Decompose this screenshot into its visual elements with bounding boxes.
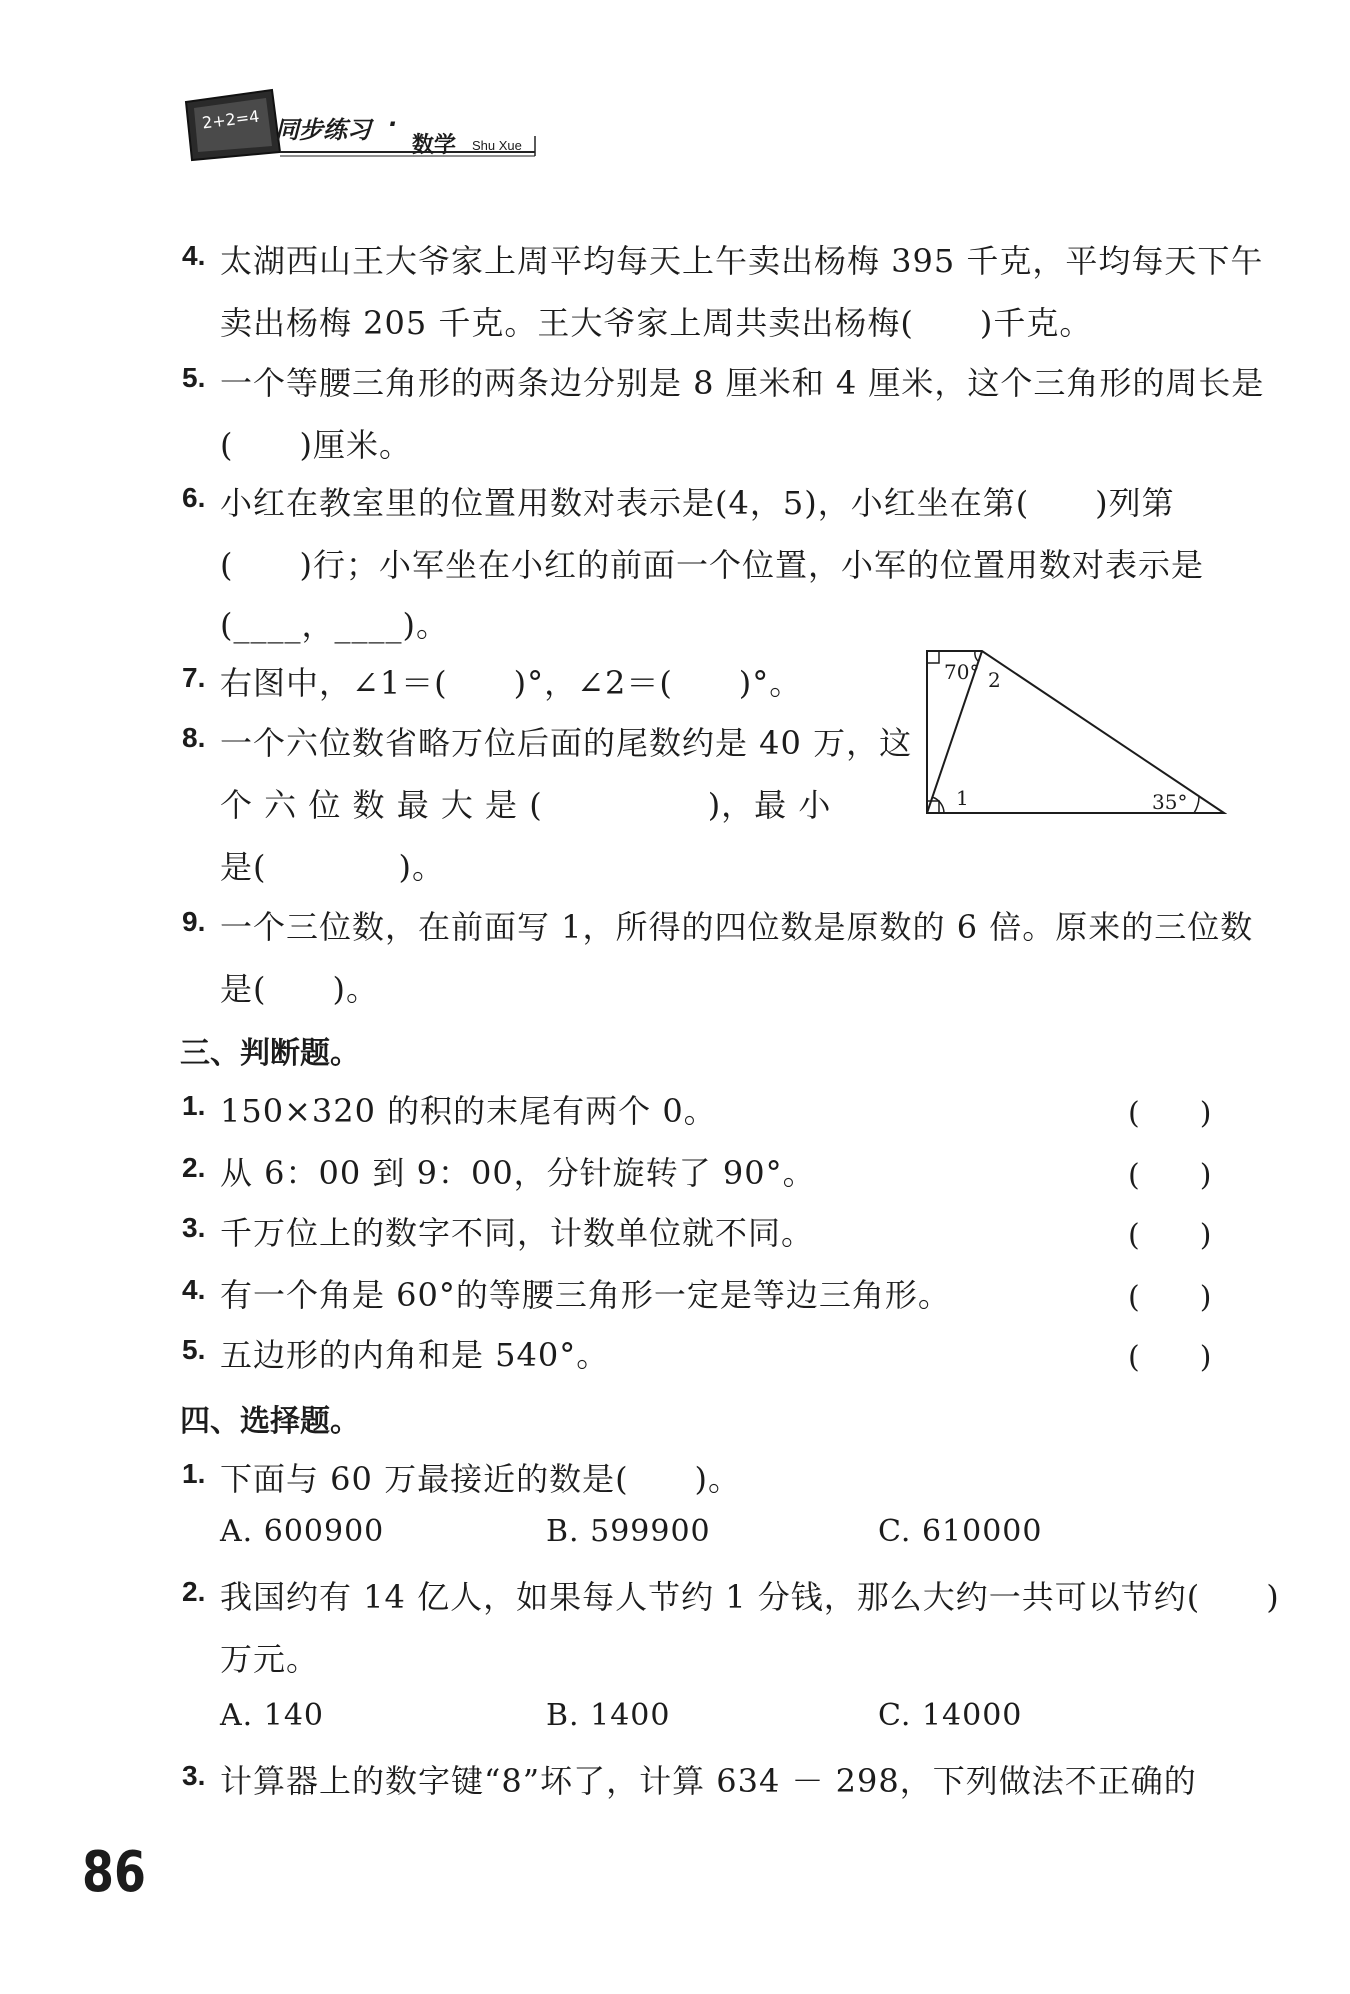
choice-question-text: 万元。 (220, 1640, 320, 1678)
answer-paren[interactable]: ( ) (1128, 1096, 1212, 1131)
question-text: ( )行；小军坐在小红的前面一个位置，小军的位置用数对表示是 (220, 546, 1204, 584)
question-number: 4. (182, 240, 206, 271)
section-heading: 四、选择题。 (180, 1405, 360, 1438)
question-text: 是( )。 (220, 848, 445, 886)
choice-number: 2. (182, 1576, 206, 1607)
choice-number: 1. (182, 1458, 206, 1489)
judge-number: 3. (182, 1212, 206, 1243)
angle-2-label: 2 (988, 668, 1001, 692)
choice-question-text: 我国约有 14 亿人，如果每人节约 1 分钱，那么大约一共可以节约( ) (220, 1578, 1280, 1616)
header-subject: 数学 (412, 133, 457, 158)
choice-option-b[interactable]: B. 599900 (546, 1514, 711, 1549)
answer-paren[interactable]: ( ) (1128, 1218, 1212, 1253)
question-text: 小红在教室里的位置用数对表示是(4，5)，小红坐在第( )列第 (220, 484, 1175, 522)
question-text: 卖出杨梅 205 千克。王大爷家上周共卖出杨梅( )千克。 (220, 304, 1093, 342)
judge-text: 从 6：00 到 9：00，分针旋转了 90°。 (220, 1154, 816, 1192)
judge-number: 4. (182, 1274, 206, 1305)
choice-option-b[interactable]: B. 1400 (546, 1698, 671, 1733)
question-number: 8. (182, 722, 206, 753)
angle-70-label: 70° (944, 660, 980, 684)
judge-text: 千万位上的数字不同，计数单位就不同。 (220, 1214, 815, 1252)
answer-paren[interactable]: ( ) (1128, 1340, 1212, 1375)
board-text: 2+2=4 (201, 106, 261, 133)
question-text: ( )厘米。 (220, 426, 412, 464)
judge-number: 2. (182, 1152, 206, 1183)
choice-option-a[interactable]: A. 140 (220, 1698, 324, 1733)
choice-number: 3. (182, 1760, 206, 1791)
choice-option-a[interactable]: A. 600900 (220, 1514, 385, 1549)
question-text: 个 六 位 数 最 大 是 ( )，最 小 (220, 786, 832, 824)
angle-1-label: 1 (956, 786, 969, 810)
question-number: 5. (182, 362, 206, 393)
header-subject-pinyin: Shu Xue (472, 138, 522, 153)
answer-paren[interactable]: ( ) (1128, 1280, 1212, 1315)
question-text: 一个三位数，在前面写 1，所得的四位数是原数的 6 倍。原来的三位数 (220, 908, 1254, 946)
question-text: 一个六位数省略万位后面的尾数约是 40 万，这 (220, 724, 913, 762)
page-number: 86 (82, 1840, 146, 1905)
judge-text: 五边形的内角和是 540°。 (220, 1336, 610, 1374)
question-text: 右图中，∠1＝( )°，∠2＝( )°。 (220, 664, 803, 702)
judge-text: 150×320 的积的末尾有两个 0。 (220, 1092, 717, 1130)
judge-text: 有一个角是 60°的等腰三角形一定是等边三角形。 (220, 1276, 951, 1314)
choice-option-c[interactable]: C. 14000 (878, 1698, 1023, 1733)
choice-question-text: 计算器上的数字键“8”坏了，计算 634 － 298，下列做法不正确的 (220, 1762, 1197, 1800)
angle-35-label: 35° (1152, 790, 1188, 814)
question-number: 6. (182, 482, 206, 513)
question-number: 9. (182, 906, 206, 937)
header-title: 同步练习 (275, 116, 371, 144)
question-text: (____，____)。 (220, 606, 449, 644)
judge-number: 1. (182, 1090, 206, 1121)
question-text: 是( )。 (220, 970, 379, 1008)
choice-option-c[interactable]: C. 610000 (878, 1514, 1043, 1549)
answer-paren[interactable]: ( ) (1128, 1158, 1212, 1193)
triangle-figure (922, 648, 1227, 820)
choice-question-text: 下面与 60 万最接近的数是( )。 (220, 1460, 742, 1498)
question-number: 7. (182, 662, 206, 693)
question-text: 太湖西山王大爷家上周平均每天上午卖出杨梅 395 千克，平均每天下午 (220, 242, 1264, 280)
header-dot: · (388, 110, 398, 138)
header-logo (180, 86, 540, 166)
section-heading: 三、判断题。 (180, 1037, 360, 1070)
question-text: 一个等腰三角形的两条边分别是 8 厘米和 4 厘米，这个三角形的周长是 (220, 364, 1265, 402)
judge-number: 5. (182, 1334, 206, 1365)
